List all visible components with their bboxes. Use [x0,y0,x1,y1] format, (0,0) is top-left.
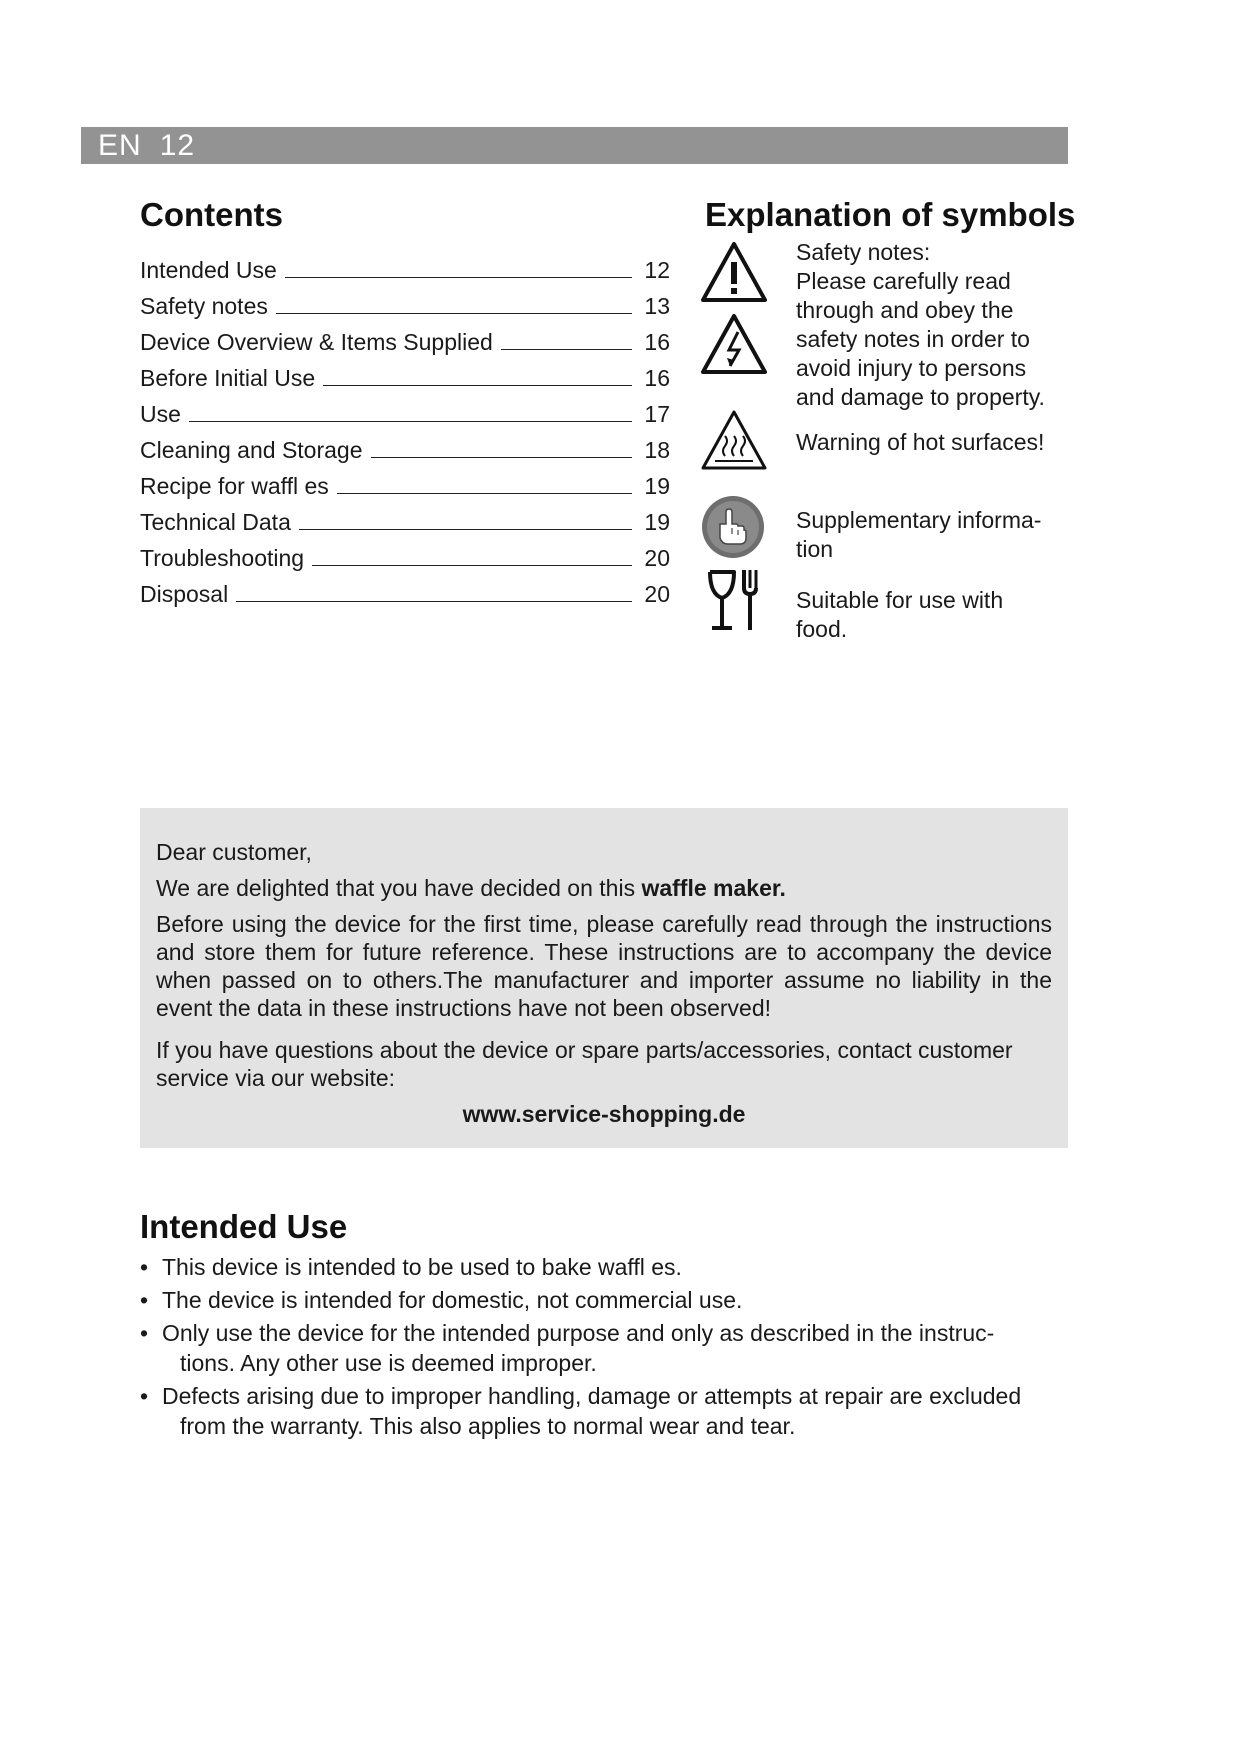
list-item: • Defects arising due to improper handling, damage or attempts at repair are excluded from the warranty. This also applies to normal wear and tear. [140,1381,1060,1441]
supplementary-info-text: Supplementary informa- tion [796,507,1042,562]
instructions-paragraph: Before using the device for the first time, please carefully read through the instructions and store them for future reference. These instructions are to accompany the device when passed on to others.The manufacturer and importer assume no liability in the event the data in these instructions have not been observed! [156,911,1052,1021]
list-item: • This device is intended to be used to bake waffl es. [140,1252,1060,1282]
intended-use-title: Intended Use [140,1208,348,1245]
hand-info-icon [700,494,766,560]
page-number: 12 [159,129,196,162]
toc-item[interactable]: Technical Data 19 [140,509,670,535]
customer-notice [140,808,1068,1148]
food-safe-text: Suitable for use with food. [796,587,1004,642]
table-of-contents [140,248,670,608]
warning-exclamation-icon [700,240,768,304]
greeting: Dear customer, [156,839,312,865]
hot-surface-icon [700,408,768,472]
list-item: • Only use the device for the intended purpose and only as described in the instruc- tions. Any other use is deemed improper. [140,1318,1060,1378]
electric-shock-icon [700,312,768,376]
symbols-title: Explanation of symbols [705,196,1076,233]
intro: We are delighted that you have decided on this waffle maker. [156,875,786,901]
contact-paragraph: If you have questions about the device or spare parts/accessories, contact customer service via our website: [156,1037,1013,1091]
product-name: waffle maker. [641,875,786,901]
page-header [81,127,1068,164]
language-code: EN [98,129,142,162]
intended-use-list [140,1252,1060,1444]
toc-item[interactable]: Safety notes 13 [140,293,670,319]
toc-item[interactable]: Before Initial Use 16 [140,365,670,391]
service-url-link[interactable]: www.service-shopping.de [462,1101,746,1127]
food-safe-icon [706,568,762,634]
hot-surface-text: Warning of hot surfaces! [796,429,1045,455]
toc-item[interactable]: Intended Use 12 [140,257,670,283]
toc-item[interactable]: Recipe for waffl es 19 [140,473,670,499]
list-item: • The device is intended for domestic, not commercial use. [140,1285,1060,1315]
toc-item[interactable]: Cleaning and Storage 18 [140,437,670,463]
toc-item[interactable]: Use 17 [140,401,670,427]
contents-title: Contents [140,196,283,233]
toc-item[interactable]: Disposal 20 [140,581,670,607]
safety-notes-text: Safety notes: Please carefully read through and obey the safety notes in order to avoid injury to persons and damage to property. [796,239,1045,410]
toc-item[interactable]: Troubleshooting 20 [140,545,670,571]
toc-item[interactable]: Device Overview & Items Supplied 16 [140,329,670,355]
